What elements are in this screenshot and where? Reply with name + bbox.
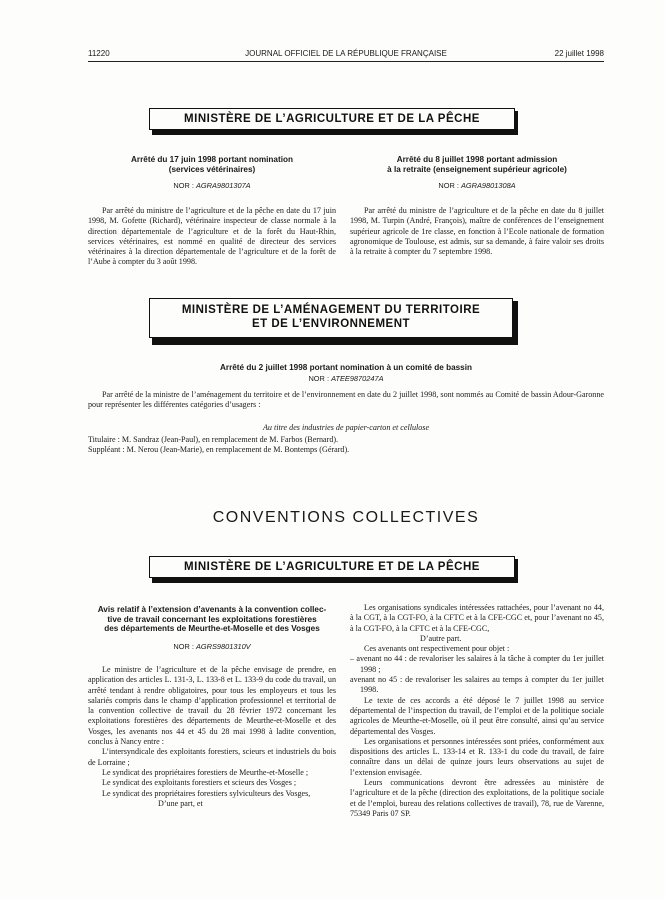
ministry-heading-text: MINISTÈRE DE L’AGRICULTURE ET DE LA PÊCHE — [184, 561, 480, 573]
ministry-heading-line1: MINISTÈRE DE L’AMÉNAGEMENT DU TERRITOIRE — [181, 304, 481, 316]
avis-paragraph: D’autre part. — [420, 633, 462, 643]
decree-title-right-line1: Arrêté du 8 juillet 1998 portant admission — [396, 155, 558, 164]
decree-title-left-line2: (services vétérinaires) — [168, 164, 256, 174]
nor-code: ATEE9870247A — [331, 374, 384, 383]
avis-paragraph: Le syndicat des propriétaires forestiers de Meurthe-et-Moselle ; — [102, 767, 309, 777]
avis-title — [88, 605, 336, 634]
nor-label: NOR : — [308, 374, 329, 383]
avis-paragraph: Les organisations syndicales intéressées rattachées, pour l’avenant no 44, à la CGT, à la CGT-FO, à la CFTC et à la CFE-CGC et, pour l’avenant no 45, à la CGT-FO, à la CFTC et à la CFE-CGC, — [350, 603, 604, 633]
nor-left — [88, 181, 336, 190]
decree-title-right — [350, 155, 604, 174]
suppleant-line: Suppléant : M. Nerou (Jean-Marie), en remplacement de M. Bontemps (Gérard). — [88, 445, 350, 455]
nor-label: NOR : — [173, 181, 194, 190]
avis-paragraph: Le syndicat des exploitants forestiers et scieurs des Vosges ; — [102, 778, 297, 788]
avis-paragraph: Le texte de ces accords a été déposé le 7 juillet 1998 au service départemental de l’inspection du travail, de l’emploi et de la politique sociale agricoles de Meurthe-et-Moselle, où il peut être consulté, ainsi qu’au service départemental des Vosges. — [350, 695, 604, 736]
decree-title-left-line1: Arrêté du 17 juin 1998 portant nomination — [131, 155, 293, 164]
nor-code: AGRS9801310V — [195, 642, 251, 651]
avis-list-item: – avenant no 44 : de revaloriser les salaires à la tâche à compter du 1er juillet 1998 ; — [350, 654, 604, 674]
header-rule — [88, 61, 604, 62]
decree-paragraph: Par arrêté de la ministre de l’aménagement du territoire et de l’environnement en date du 2 juillet 1998, sont nommés au Comité de bassin Adour-Garonne pour représenter les différentes catégories d’usagers : — [88, 390, 604, 410]
decree-body-basin — [88, 390, 604, 455]
ministry-heading-agriculture-2 — [149, 556, 515, 578]
nor-right — [350, 181, 604, 190]
avis-paragraph: D’une part, et — [158, 798, 203, 808]
avis-paragraph: Leurs communications devront être adressées au ministère de l’agriculture et de la pêche (direction des exploitations, de la politique sociale et de l’emploi, bureau des relations collectives de travail), 78, rue de Varenne, 75349 Paris 07 SP. — [350, 778, 604, 818]
decree-title-right-line2: à la retraite (enseignement supérieur agricole) — [387, 164, 567, 174]
decree-title-basin — [88, 363, 604, 373]
ministry-heading-text: MINISTÈRE DE L’AGRICULTURE ET DE LA PÊCHE — [184, 113, 480, 125]
avis-paragraph: Le syndicat des propriétaires forestiers sylviculteurs des Vosges, — [102, 788, 311, 798]
avis-body-right — [350, 603, 604, 819]
nor-avis — [88, 642, 336, 651]
avis-title-line2: tive de travail concernant les exploitations forestières — [107, 614, 317, 624]
decree-title-left — [88, 155, 336, 174]
conventions-heading: CONVENTIONS COLLECTIVES — [212, 509, 480, 526]
subheading-industries: Au titre des industries de papier-carton et cellulose — [262, 422, 430, 432]
page-number: 11220 — [88, 49, 110, 58]
decree-title-text: Arrêté du 2 juillet 1998 portant nomination à un comité de bassin — [219, 363, 473, 372]
avis-paragraph: Ces avenants ont respectivement pour objet : — [364, 644, 510, 654]
ministry-heading-line2: ET DE L’ENVIRONNEMENT — [251, 318, 411, 330]
nor-code: AGRA9801307A — [195, 181, 251, 190]
issue-date: 22 juillet 1998 — [554, 49, 604, 58]
avis-body-left — [88, 665, 336, 809]
decree-paragraph: Par arrêté du ministre de l’agriculture et de la pêche en date du 17 juin 1998, M. Gofette (Richard), vétérinaire inspecteur de classe normale à la direction départementale de l’agriculture et de la forêt du Haut-Rhin, services vétérinaires, est nommé en qualité de directeur des services vétérinaires à la direction départementale de l’agriculture et de la forêt de l’Aube à compter du 3 août 1998. — [88, 206, 336, 267]
avis-paragraph: Les organisations et personnes intéressées sont priées, conformément aux dispositions des articles L. 133-14 et R. 133-1 du code du travail, de faire connaître dans un délai de quinze jours leurs observations au sujet de l’extension envisagée. — [350, 736, 604, 777]
avis-title-line1: Avis relatif à l’extension d’avenants à la convention collec- — [97, 605, 327, 614]
avis-paragraph: L’intersyndicale des exploitants forestiers, scieurs et industriels du bois de Lorraine ; — [88, 747, 336, 767]
decree-paragraph: Par arrêté du ministre de l’agriculture et de la pêche en date du 8 juillet 1998, M. Turpin (André, François), maître de conférences de l’enseignement supérieur agricole de 1re classe, en fonction à l’Ecole nationale de formation agronomique de Toulouse, est admis, sur sa demande, à faire valoir ses droits à la retraite à compter du 7 septembre 1998. — [350, 206, 604, 257]
journal-title: JOURNAL OFFICIEL DE LA RÉPUBLIQUE FRANÇAISE — [245, 49, 447, 58]
ministry-heading-agriculture — [149, 108, 515, 130]
decree-body-right — [350, 206, 604, 257]
avis-title-line3: des départements de Meurthe-et-Moselle et des Vosges — [104, 624, 320, 633]
avis-paragraph: Le ministre de l’agriculture et de la pêche envisage de prendre, en application des articles L. 131-3, L. 133-8 et L. 133-9 du code du travail, un arrêté tendant à rendre obligatoires, pour tous les employeurs et tous les salariés compris dans le champ d’application professionnel et territorial de la convention collective de travail du 28 février 1972 concernant les exploitations forestières des départements de Meurthe-et-Moselle et des Vosges, les avenants nos 44 et 45 du 28 mai 1998 à ladite convention, conclus à Nancy entre : — [88, 665, 336, 747]
avis-list-item: avenant no 45 : de revaloriser les salaires au temps à compter du 1er juillet 1998. — [350, 675, 604, 695]
nor-basin — [88, 374, 604, 383]
ministry-heading-environment — [149, 298, 513, 338]
nor-label: NOR : — [438, 181, 459, 190]
decree-body-left — [88, 206, 336, 268]
nor-code: AGRA9801308A — [460, 181, 516, 190]
titulaire-line: Titulaire : M. Sandraz (Jean-Paul), en remplacement de M. Farbos (Bernard). — [88, 434, 339, 444]
nor-label: NOR : — [173, 642, 194, 651]
